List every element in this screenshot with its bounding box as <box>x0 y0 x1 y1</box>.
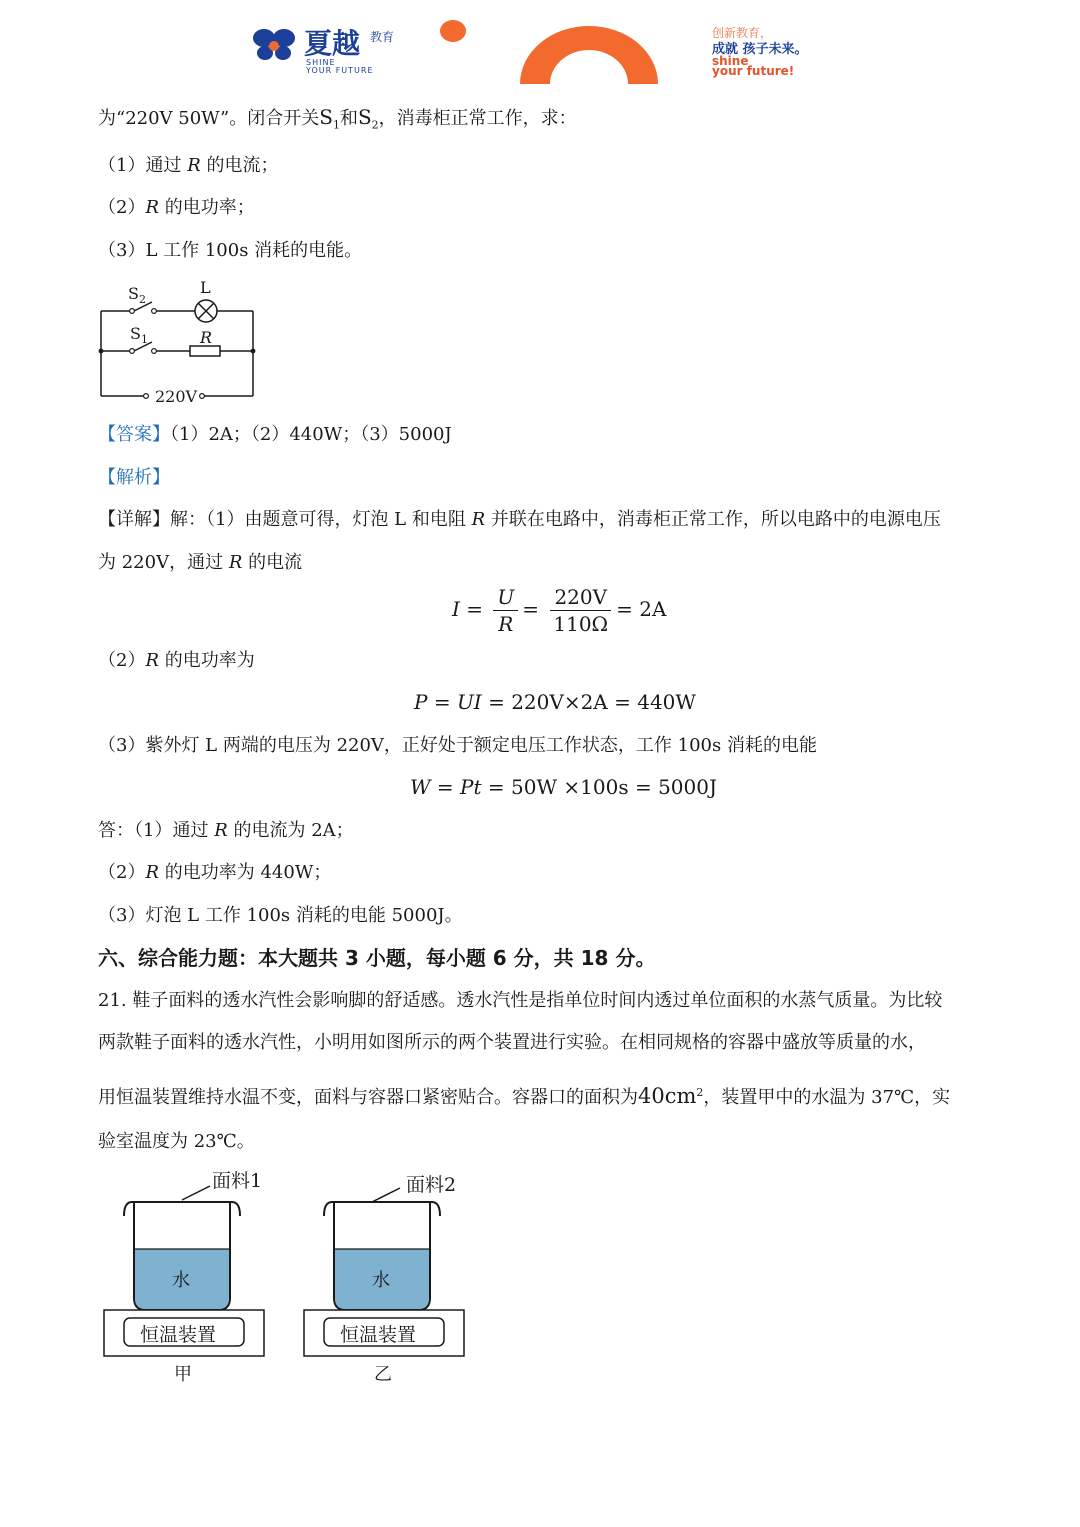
heater-right-label: 恒温装置 <box>340 1324 417 1346</box>
lamp-label: L <box>200 278 211 297</box>
detail-p4: （3）紫外灯 L 两端的电压为 220V，正好处于额定电压工作状态，工作 100s 消耗的电能 <box>98 735 817 756</box>
q21-line1: 21. 鞋子面料的透水汽性会影响脚的舒适感。透水汽性是指单位时间内透过单位面积的水蒸气质量。为比较 <box>98 990 943 1011</box>
orange-arch-icon <box>518 24 660 86</box>
equation-power: P = UI = 220V×2A = 440W <box>414 690 696 714</box>
final-answer-3: （3）灯泡 L 工作 100s 消耗的电能 5000J。 <box>98 905 463 926</box>
brand-tagline: SHINE <box>306 58 336 67</box>
final-answer-1: 答：（1）通过 R 的电流为 2A； <box>98 820 354 841</box>
question-3: （3）L 工作 100s 消耗的电能。 <box>98 240 363 261</box>
heater-left-label: 恒温装置 <box>140 1324 217 1346</box>
brand-tagline-2: YOUR FUTURE <box>306 66 374 75</box>
analysis-tag: 【解析】 <box>98 467 170 488</box>
lamp-icon <box>195 300 217 322</box>
final-answer-2: （2）R 的电功率为 440W； <box>98 862 332 883</box>
slogan-line4: your future! <box>712 64 795 78</box>
source-label: 220V <box>155 387 198 406</box>
s2-label: $S_2$ <box>128 284 146 307</box>
brand-suffix: 教育 <box>370 30 395 44</box>
fabric-2-label: 面料2 <box>406 1174 457 1196</box>
slogan-line3: shine <box>712 54 749 68</box>
switch-contacts <box>99 309 256 399</box>
question-2: （2）R 的电功率； <box>98 197 255 218</box>
butterfly-logo-icon <box>252 26 296 62</box>
question-1: （1）通过 R 的电流； <box>98 155 279 176</box>
detail-p2: 为 220V，通过 R 的电流 <box>98 552 303 573</box>
resistor-icon <box>190 346 220 356</box>
q21-line2: 两款鞋子面料的透水汽性，小明用如图所示的两个装置进行实验。在相同规格的容器中盛放等质量的水， <box>98 1032 926 1053</box>
s1-label: $S_1$ <box>130 324 148 347</box>
device-yi-label: 乙 <box>374 1364 392 1385</box>
fabric-1-label: 面料1 <box>212 1170 263 1192</box>
detail-p1: 【详解】解：（1）由题意可得，灯泡 L 和电阻 R 并联在电路中，消毒柜正常工作，所以电路中的电源电压 <box>98 509 941 530</box>
device-jia-label: 甲 <box>174 1364 192 1385</box>
detail-p3: （2）R 的电功率为 <box>98 650 255 671</box>
equation-current: I = $\frac{U}{R}$ = $\frac{220V}{110\Omega}$ = 2A <box>452 585 667 636</box>
section-heading: 六、综合能力题：本大题共 3 小题，每小题 6 分，共 18 分。 <box>98 946 656 970</box>
slogan-line1: 创新教育， <box>712 26 773 40</box>
q21-line3: 用恒温装置维持水温不变，面料与容器口紧密贴合。容器口的面积为$40cm^2$，装置甲中的水温为 37℃，实 <box>98 1084 951 1108</box>
q21-line4: 验室温度为 23℃。 <box>98 1131 255 1152</box>
orange-dot-icon <box>438 18 468 44</box>
resistor-label: R <box>200 328 213 347</box>
water-right-label: 水 <box>372 1270 390 1291</box>
water-left-label: 水 <box>172 1270 190 1291</box>
answer-line: 【答案】（1）2A；（2）440W；（3）5000J <box>98 424 452 445</box>
equation-energy: W = Pt = 50W ×100s = 5000J <box>410 775 717 799</box>
problem-intro: 为“220V 50W”。闭合开关$S_1$和$S_2$，消毒柜正常工作，求： <box>98 105 577 132</box>
brand-name: 夏越 <box>304 27 361 60</box>
slogan-line2: 成就 孩子未来。 <box>712 42 808 57</box>
